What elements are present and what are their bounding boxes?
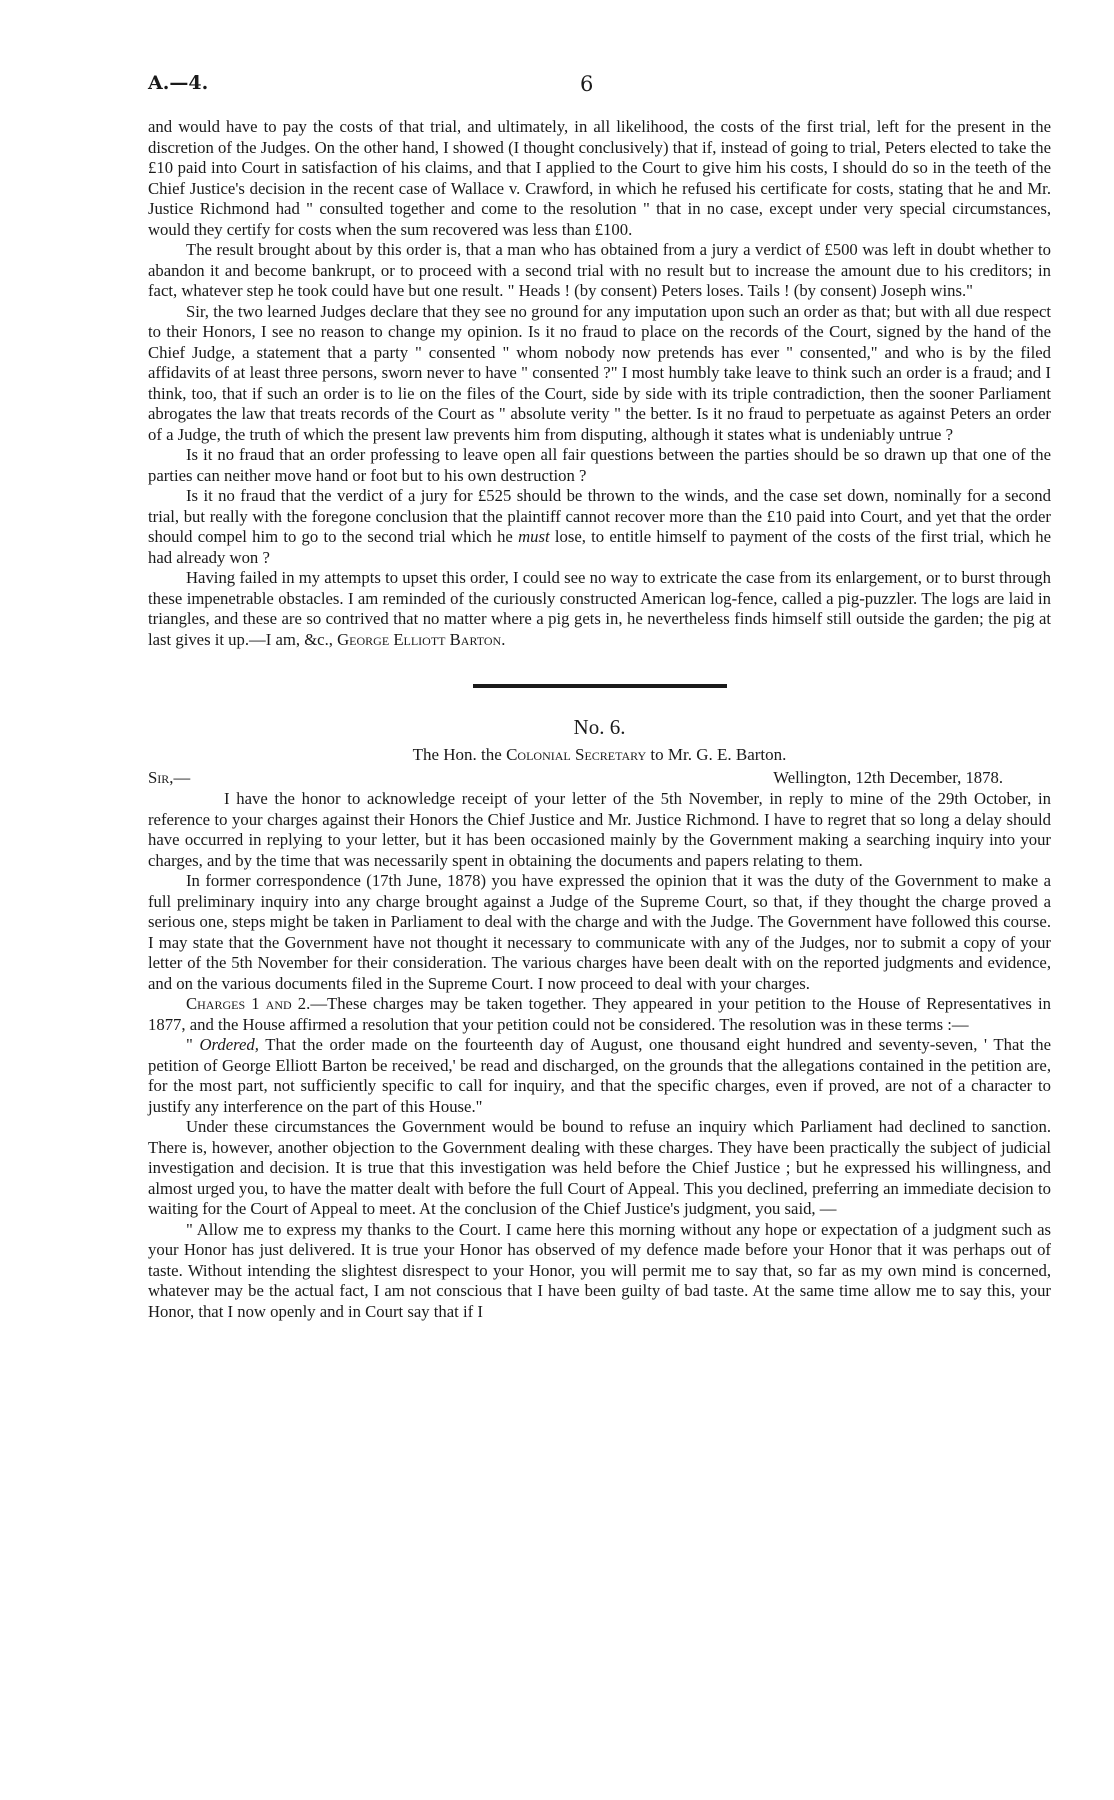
charges-heading: Charges 1 and 2.: [186, 994, 311, 1013]
paragraph-text: lose, to entitle himself to payment of the costs of the first trial, which he had already won ?: [148, 527, 1051, 567]
paragraph-text: That the order made on the fourteenth day of August, one thousand eight hundred and seventy-seven, ' That the petition of George Elliott Barton be received,' be read and discharged, on the grounds that the allegations contained in the petition are, for the most part, not sufficiently specific to call for inquiry, and that the specific charges, even if proved, are not of a character to justify any interference on the part of this House.": [148, 1035, 1052, 1116]
salutation: Sir,—: [148, 768, 191, 787]
page-header: [148, 72, 966, 102]
signature: George Elliott Barton.: [337, 629, 506, 649]
document-subtitle: [148, 744, 1051, 766]
quoted-resolution: [148, 1035, 1051, 1117]
paragraph: I have the honor to acknowledge receipt of your letter of the 5th November, in reply to mine of the 29th October, in reference to your charges against their Honors the Chief Justice and Mr. Justice Richmond. I have to regret that so long a delay should have occurred in replying to your letter, but it has been occasioned mainly by the Government making a searching inquiry into your charges, and by the time that was necessarily spent in obtaining the documents and papers relating to them.: [148, 789, 1051, 870]
paragraph: In former correspondence (17th June, 1878) you have expressed the opinion that it was the duty of the Government to make a full preliminary inquiry into any charge brought against a Judge of the Supreme Court, so that, if they thought the charge proved a serious one, steps might be taken in Parliament to deal with the charge and with the Judge. The Government have followed this course. I may state that the Government have not thought it necessary to communicate with any of the Judges, nor to submit a copy of your letter of the 5th November for their consideration. The various charges have been dealt with on the reported judgments and evidence, and on the various documents filed in the Supreme Court. I now proceed to deal with your charges.: [148, 871, 1051, 993]
paragraph: The result brought about by this order is, that a man who has obtained from a jury a verdict of £500 was left in doubt whether to abandon it and become bankrupt, or to proceed with a second trial with no result but to increase the amount due to his creditors; in fact, whatever step he took could have but one result. " Heads ! (by consent) Peters loses. Tails ! (by consent) Joseph wins.": [148, 240, 1051, 300]
emphasis-text: must: [518, 527, 550, 546]
paragraph-text: Is it no fraud that the verdict of a jury for £525 should be thrown to the winds, and the case set down, nominally for a second trial, but really with the foregone conclusion that the plaintiff cannot recover more than the £10 paid into Court, and yet that the order should compel him to go to the second trial which he: [148, 486, 1051, 546]
paragraph: [148, 994, 1051, 1035]
paragraph: and would have to pay the costs of that trial, and ultimately, in all likelihood, the costs of the first trial, left for the present in the discretion of the Judges. On the other hand, I showed (I thought conclusively) that if, instead of going to trial, Peters elected to take the £10 paid into Court in satisfaction of his claims, and that I applied to the Court to give him his costs, I should do so in the teeth of the Chief Justice's decision in the recent case of Wallace v. Crawford, in which he refused his certificate for costs, stating that he and Mr. Justice Richmond had " consulted together and come to the resolution " that in no case, except under very special circumstances, would they certify for costs when the sum recovered was less than £100.: [148, 117, 1051, 239]
dateline: Wellington, 12th December, 1878.: [773, 768, 1003, 787]
subtitle-office: Colonial Secretary: [506, 745, 647, 764]
subtitle-text: to Mr. G. E. Barton.: [646, 745, 787, 764]
quote-mark: ": [186, 1035, 200, 1054]
emphasis-text: Ordered,: [199, 1035, 259, 1054]
paragraph-text: —These charges may be taken together. They appeared in your petition to the House of Representatives in 1877, and the House affirmed a resolution that your petition could not be considered. The resolution was in these terms :—: [148, 994, 1051, 1034]
paragraph: [148, 486, 1051, 568]
closing-paragraph: [148, 568, 1051, 650]
subtitle-text: The Hon. the: [412, 745, 507, 764]
paragraph: Is it no fraud that an order professing to leave open all fair questions between the parties should be so drawn up that one of the parties can neither move hand or foot but to his own destruction ?: [148, 445, 1051, 485]
document-reference: A.—4.: [148, 72, 209, 94]
page-number: 6: [580, 72, 594, 96]
paragraph-text: Having failed in my attempts to upset this order, I could see no way to extricate the case from its enlargement, or to burst through these impenetrable obstacles. I am reminded of the curiously constructed American log-fence, called a pig-puzzler. The logs are laid in triangles, and these are so contrived that no matter where a pig gets in, he nevertheless finds himself still outside the garden; the pig at last gives it up.—I am, &c.,: [148, 568, 1051, 649]
paragraph: Sir, the two learned Judges declare that they see no ground for any imputation upon such an order as that; but with all due respect to their Honors, I see no reason to change my opinion. Is it no fraud to place on the records of the Court, signed by the hand of the Chief Judge, a statement that a party " consented " whom nobody now pretends has ever " consented," and who is by the filed affidavits of at least three persons, sworn never to have " consented ?" I most humbly take leave to think such an order is a fraud; and I think, too, that if such an order is to lie on the files of the Court, side by side with its triple contradiction, then the sooner Parliament abrogates the law that treats records of the Court as " absolute verity " the better. Is it no fraud to perpetuate as against Peters an order of a Judge, the truth of which the present law prevents him from disputing, although it states what is undeniably untrue ?: [148, 301, 1051, 444]
quoted-statement: " Allow me to express my thanks to the Court. I came here this morning without any hope or expectation of a judgment such as your Honor has just delivered. It is true your Honor has observed of my defence made before your Honor that it was perhaps out of taste. Without intending the slightest disrespect to your Honor, you will permit me to say that, so far as my own mind is concerned, whatever may be the actual fact, I am not conscious that I have been guilty of bad taste. At the same time allow me to say this, your Honor, that I now openly and in Court say that if I: [148, 1219, 1051, 1321]
paragraph: Under these circumstances the Government would be bound to refuse an inquiry which Parliament had declined to sanction. There is, however, another objection to the Government dealing with these charges. They have been practically the subject of judicial investigation and decision. It is true that this investigation was held before the Chief Justice ; but he expressed his willingness, and almost urged you, to have the matter dealt with before the full Court of Appeal. This you declined, preferring an immediate decision to waiting for the Court of Appeal to meet. At the conclusion of the Chief Justice's judgment, you said, —: [148, 1117, 1051, 1218]
page-body: [148, 117, 1051, 1322]
document-number: No. 6.: [573, 715, 626, 739]
salutation-row: [148, 768, 1051, 789]
section-divider: [473, 684, 727, 688]
